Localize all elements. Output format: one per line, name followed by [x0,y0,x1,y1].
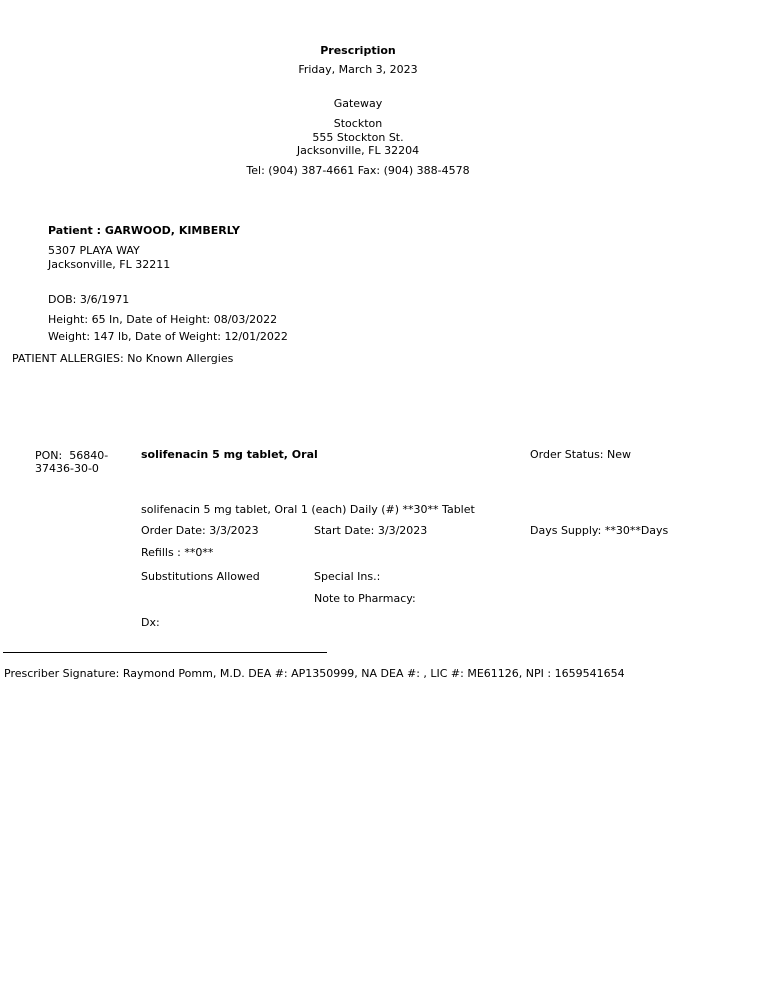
location-phone: Tel: (904) 387-4661 Fax: (904) 388-4578 [246,164,470,177]
patient-weight: Weight: 147 lb, Date of Weight: 12/01/2022 [48,330,288,343]
location-name: Stockton [333,117,383,130]
patient-height: Height: 65 In, Date of Height: 08/03/2022 [48,313,278,326]
pon-value: 56840-37436-30-0 [35,449,109,475]
pon-label: PON: [35,449,63,462]
sig-line: solifenacin 5 mg tablet, Oral 1 (each) Daily (#) **30** Tablet [141,503,475,516]
patient-allergies: PATIENT ALLERGIES: No Known Allergies [12,352,234,365]
substitutions: Substitutions Allowed [141,570,260,583]
special-instructions: Special Ins.: [314,570,381,583]
order-status: Order Status: New [530,448,632,461]
refills: Refills : **0** [141,546,214,559]
document-date: Friday, March 3, 2023 [298,63,418,76]
signature-rule [3,652,327,653]
location-city: Jacksonville, FL 32204 [296,144,420,157]
diagnosis: Dx: [141,616,160,629]
pon [35,449,127,475]
patient-dob: DOB: 3/6/1971 [48,293,130,306]
prescriber-signature: Prescriber Signature: Raymond Pomm, M.D. DEA #: AP1350999, NA DEA #: , LIC #: ME61126, NPI : 1659541654 [4,667,625,680]
patient-heading: Patient : GARWOOD, KIMBERLY [48,224,241,237]
document-title: Prescription [320,44,396,57]
patient-street: 5307 PLAYA WAY [48,244,140,257]
organization-name: Gateway [333,97,383,110]
patient-city: Jacksonville, FL 32211 [48,258,171,271]
order-date: Order Date: 3/3/2023 [141,524,259,537]
location-street: 555 Stockton St. [312,131,404,144]
start-date: Start Date: 3/3/2023 [314,524,428,537]
note-to-pharmacy: Note to Pharmacy: [314,592,416,605]
drug-name: solifenacin 5 mg tablet, Oral [141,448,318,461]
days-supply: Days Supply: **30**Days [530,524,669,537]
